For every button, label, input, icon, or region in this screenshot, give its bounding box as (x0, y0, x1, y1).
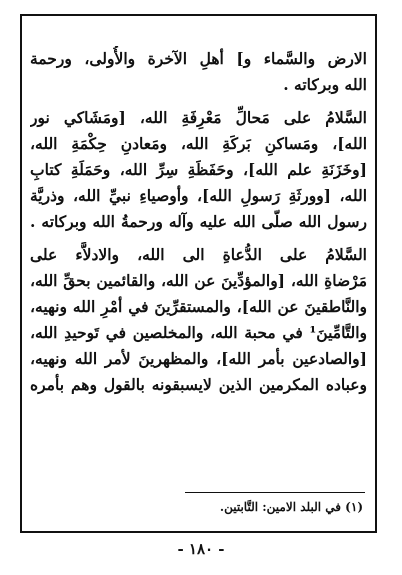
text-line: السَّلامُ على الدُّعاةِ الى الله، والادلاَّء على (30, 245, 367, 264)
text-line: والنَّاطقينَ عن الله]، والمستقرِّينَ في أمْرِ الله ونهيه، (30, 297, 367, 316)
text-line: الله]، ومَساكنِ بَركَةِ الله، ومَعادنِ حِكْمَةِ الله، (30, 134, 367, 153)
page-frame (20, 14, 377, 533)
text-line: [وخَزَنَةِ علم الله]، وحَفَظَةِ سِرِّ الله، وحَمَلَةِ كتابِ (30, 160, 367, 179)
text-line: الله، [وورثَةِ رَسولِ الله]، وأوصياءِ نبيِّ الله، وذريَّة (30, 186, 367, 205)
footnote-divider (185, 492, 365, 493)
text-line: والتَّامِّينَ¹ في محبة الله، والمخلصين في تَوحيدِ الله، (30, 323, 367, 342)
text-line: رسول الله صلّى الله عليه وآله ورحمةُ الله وبركاته . (30, 212, 367, 231)
page-number: - ١٨٠ - (177, 540, 225, 558)
footnote: (١) في البلد الامين: التَّابتين. (219, 500, 363, 514)
main-text (30, 46, 367, 398)
text-line: مَرْضاةِ الله، [والمؤدِّينَ عن الله، والقائمين بحقِّ الله، (30, 271, 367, 290)
paragraph-gap (30, 235, 367, 242)
text-line: السَّلامُ على مَحالِّ مَعْرِفَةِ الله، [ومَشَاكي نور (30, 108, 367, 127)
text-line: الارض والسَّماء و] أهلِ الآخرة والأُولى، ورحمة (30, 49, 367, 68)
paragraph-gap (30, 98, 367, 105)
text-line: الله وبركاته . (283, 75, 367, 94)
text-line: [والصادعين بأمر الله]، والمظهرينَ لأمر الله ونهيه، (30, 349, 367, 368)
text-line: وعباده المكرمين الذين لايسبقونه بالقول وهم بأمره (30, 375, 367, 394)
